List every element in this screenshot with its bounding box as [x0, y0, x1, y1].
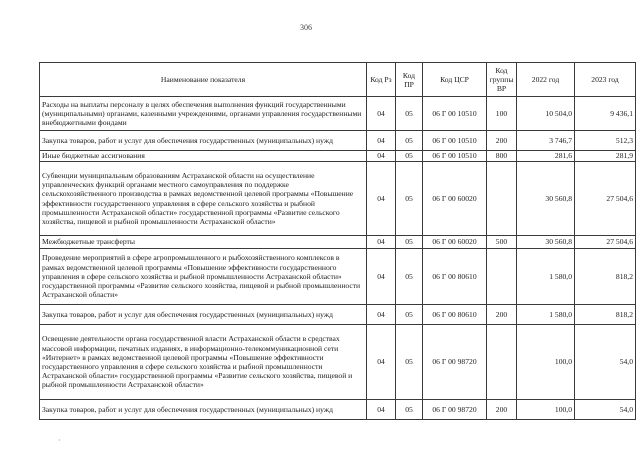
- row-vr: 800: [487, 151, 517, 162]
- row-pr: 05: [396, 249, 423, 305]
- row-vr: [487, 325, 517, 400]
- row-vr: 200: [487, 131, 517, 151]
- row-2023: 512,3: [575, 131, 636, 151]
- row-rz: 04: [367, 162, 396, 236]
- row-name: Расходы на выплаты персоналу в целях обеспечения выполнения функций государственными (муниципальными) органами, казенными учреждениями, органами управления государственными внебюджетными фондами: [40, 97, 367, 131]
- header-pr: Код ПР: [396, 63, 423, 97]
- table-row: [40, 131, 636, 151]
- row-rz: 04: [367, 325, 396, 400]
- row-vr: 500: [487, 236, 517, 249]
- table-row: [40, 305, 636, 325]
- row-csr: 06 Г 00 98720: [423, 400, 487, 420]
- row-name: Закупка товаров, работ и услуг для обеспечения государственных (муниципальных) нужд: [40, 400, 367, 420]
- budget-table: [39, 62, 636, 420]
- row-2023: 818,2: [575, 305, 636, 325]
- scan-mark: ·: [58, 436, 61, 445]
- header-vr: Код группы ВР: [487, 63, 517, 97]
- row-pr: 05: [396, 236, 423, 249]
- row-pr: 05: [396, 162, 423, 236]
- row-csr: 06 Г 00 80610: [423, 249, 487, 305]
- row-csr: 06 Г 00 60020: [423, 236, 487, 249]
- row-rz: 04: [367, 97, 396, 131]
- table-row: [40, 249, 636, 305]
- row-pr: 05: [396, 400, 423, 420]
- row-pr: 05: [396, 151, 423, 162]
- row-csr: 06 Г 00 80610: [423, 305, 487, 325]
- header-name: Наименование показателя: [40, 63, 367, 97]
- row-rz: 04: [367, 400, 396, 420]
- header-2022: 2022 год: [517, 63, 575, 97]
- row-csr: 06 Г 00 10510: [423, 97, 487, 131]
- row-2022: 1 580,0: [517, 305, 575, 325]
- row-2022: 30 560,8: [517, 162, 575, 236]
- table-row: [40, 325, 636, 400]
- row-csr: 06 Г 00 10510: [423, 131, 487, 151]
- row-2022: 30 560,8: [517, 236, 575, 249]
- row-2023: 54,0: [575, 325, 636, 400]
- row-rz: 04: [367, 236, 396, 249]
- header-2023: 2023 год: [575, 63, 636, 97]
- row-vr: 200: [487, 305, 517, 325]
- row-pr: 05: [396, 325, 423, 400]
- row-pr: 05: [396, 305, 423, 325]
- row-2023: 281,9: [575, 151, 636, 162]
- row-csr: 06 Г 00 98720: [423, 325, 487, 400]
- row-rz: 04: [367, 249, 396, 305]
- row-2022: 10 504,0: [517, 97, 575, 131]
- row-pr: 05: [396, 97, 423, 131]
- row-rz: 04: [367, 151, 396, 162]
- row-rz: 04: [367, 305, 396, 325]
- row-2023: 27 504,6: [575, 162, 636, 236]
- header-row: [40, 63, 636, 97]
- table-row: [40, 97, 636, 131]
- row-2023: 9 436,1: [575, 97, 636, 131]
- table-row: [40, 162, 636, 236]
- row-name: Освещение деятельности органа государственной власти Астраханской области в средствах массовой информации, печатных изданиях, в информационно-телекоммуникационной сети «Интернет» в рамках ведомственной целевой программы «Повышение эффективности государственного управления в сфере сельского хозяйства и рыбной промышленности Астраханской области» государственной программы «Развитие сельского хозяйства, пищевой и рыбной промышленности Астраханской области»: [40, 325, 367, 400]
- row-2022: 281,6: [517, 151, 575, 162]
- row-rz: 04: [367, 131, 396, 151]
- row-name: Закупка товаров, работ и услуг для обеспечения государственных (муниципальных) нужд: [40, 305, 367, 325]
- row-pr: 05: [396, 131, 423, 151]
- header-csr: Код ЦСР: [423, 63, 487, 97]
- row-2022: 100,0: [517, 325, 575, 400]
- row-name: Проведение мероприятий в сфере агропромышленного и рыбохозяйственного комплексов в рамках ведомственной целевой программы «Повышение эффективности государственного управления в сфере сельского хозяйства и рыбной промышленности Астраханской области» государственной программы «Развитие сельского хозяйства, пищевой и рыбной промышленности Астраханской области»: [40, 249, 367, 305]
- row-vr: [487, 162, 517, 236]
- page-number: 306: [300, 23, 312, 32]
- table-row: [40, 151, 636, 162]
- row-name: Межбюджетные трансферты: [40, 236, 367, 249]
- row-2023: 818,2: [575, 249, 636, 305]
- row-2022: 100,0: [517, 400, 575, 420]
- row-2022: 1 580,0: [517, 249, 575, 305]
- row-vr: [487, 249, 517, 305]
- row-csr: 06 Г 00 10510: [423, 151, 487, 162]
- row-vr: 200: [487, 400, 517, 420]
- row-csr: 06 Г 00 60020: [423, 162, 487, 236]
- row-name: Иные бюджетные ассигнования: [40, 151, 367, 162]
- row-2023: 54,0: [575, 400, 636, 420]
- row-name: Закупка товаров, работ и услуг для обеспечения государственных (муниципальных) нужд: [40, 131, 367, 151]
- table-row: [40, 236, 636, 249]
- table-row: [40, 400, 636, 420]
- header-rz: Код Рз: [367, 63, 396, 97]
- row-2022: 3 746,7: [517, 131, 575, 151]
- row-name: Субвенции муниципальным образованиям Астраханской области на осуществление управленческих функций органами местного самоуправления по поддержке сельскохозяйственного производства в рамках ведомственной целевой программы «Повышение эффективности государственного управления в сфере сельского хозяйства и рыбной промышленности Астраханской области» государственной программы «Развитие сельского хозяйства, пищевой и рыбной промышленности Астраханской области»: [40, 162, 367, 236]
- row-2023: 27 504,6: [575, 236, 636, 249]
- row-vr: 100: [487, 97, 517, 131]
